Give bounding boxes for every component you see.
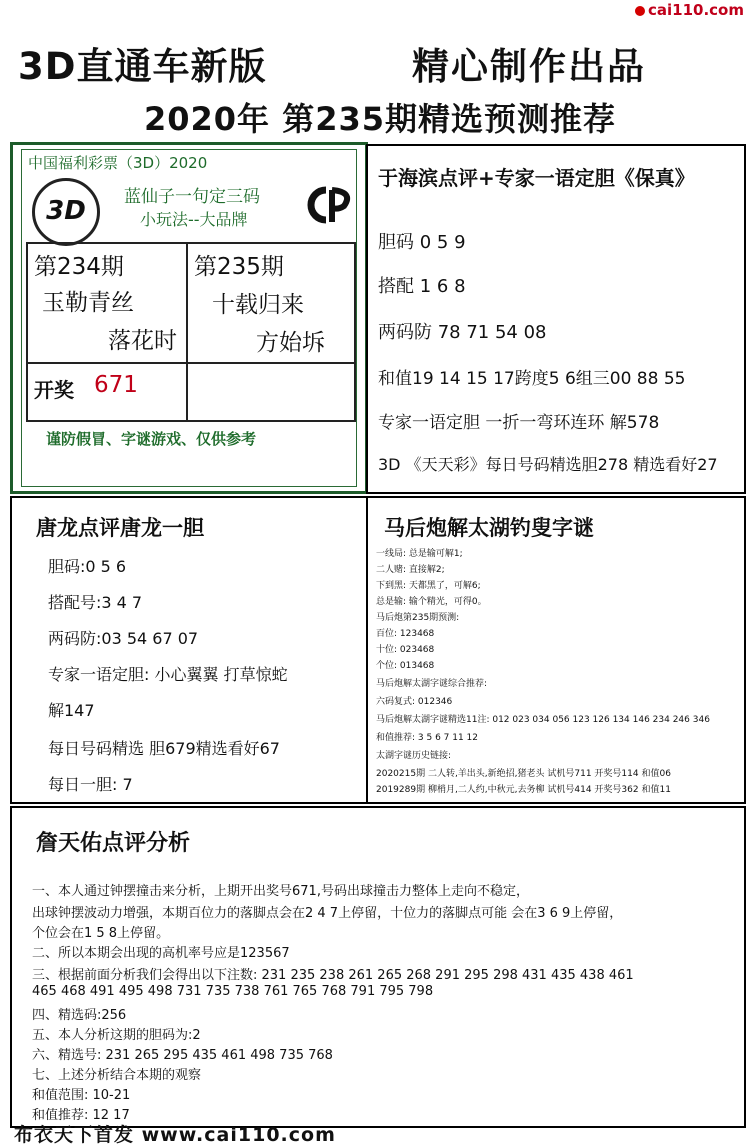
yuhaibin-line: 胆码 0 5 9 (378, 232, 466, 253)
mahoupao-line: 二人赌: 直接解2; (376, 565, 445, 575)
mahoupao-panel (366, 496, 746, 804)
mahoupao-line: 百位: 123468 (376, 629, 435, 639)
card-slogan-1: 蓝仙子一句定三码 (124, 187, 260, 207)
mahoupao-line: 十位: 023468 (376, 645, 435, 655)
card-inner (21, 149, 357, 487)
card-title: 中国福利彩票（3D）2020 (28, 154, 208, 172)
period-235-riddle-2: 方始坼 (256, 330, 325, 356)
mahoupao-line: 马后炮解太湖字谜精选11注: 012 023 034 056 123 126 134 146 234 246 346 (376, 715, 710, 725)
analysis-line: 七、上述分析结合本期的观察 (32, 1068, 202, 1083)
mahoupao-line: 太湖字谜历史链接: (376, 751, 452, 761)
mahoupao-line: 2020215期 二人转,羊出头,新绝招,猪老头 试机号711 开奖号114 和值06 (376, 769, 671, 779)
site-brand[interactable] (631, 0, 750, 20)
analysis-line: 和值范围: 10-21 (32, 1088, 131, 1103)
analysis-line: 二、所以本期会出现的高机率号应是123567 (32, 946, 290, 961)
tanglong-title: 唐龙点评唐龙一胆 (36, 516, 204, 540)
tanglong-line: 胆码:0 5 6 (48, 557, 127, 576)
mahoupao-line: 2019289期 柳梢月,二人约,中秋元,去务柳 试机号414 开奖号362 和值11 (376, 785, 671, 795)
analysis-line: 四、精选码:256 (32, 1008, 127, 1023)
yuhaibin-line: 3D 《天天彩》每日号码精选胆278 精选看好27 (378, 455, 718, 474)
mahoupao-line: 个位: 013468 (376, 661, 435, 671)
brand-dot-icon (635, 6, 645, 16)
analysis-line: 出球钟摆波动力增强，本期百位力的落脚点会在2 4 7上停留，十位力的落脚点可能 会在3 6 9上停留， (32, 906, 623, 921)
draw-value: 671 (94, 372, 138, 398)
mahoupao-line: 马后炮第235期预测: (376, 613, 460, 623)
card-notice: 谨防假冒、字谜游戏、仅供参考 (46, 430, 257, 448)
header-left: 3D直通车新版 (18, 45, 267, 88)
zhantianyou-title: 詹天佑点评分析 (36, 831, 191, 856)
analysis-line: 三、根据前面分析我们会得出以下注数: 231 235 238 261 265 268 291 295 298 431 435 438 461 (32, 968, 634, 983)
draw-label: 开奖 (34, 378, 74, 402)
period-235-riddle-1: 十载归来 (212, 292, 304, 318)
mahoupao-line: 总是输: 输个精光，可得0。 (376, 597, 487, 607)
tanglong-line: 搭配号:3 4 7 (48, 593, 143, 612)
grid-divider-v (186, 244, 188, 420)
page-title: 2020年 第235期精选预测推荐 (143, 100, 616, 138)
welfare-lottery-logo-icon (306, 184, 356, 226)
footer[interactable] (14, 1120, 336, 1147)
analysis-line: 个位会在1 5 8上停留。 (32, 926, 170, 941)
3d-logo-icon: 3D (32, 178, 100, 246)
zhantianyou-panel (10, 806, 746, 1128)
brand-text: cai110.com (648, 1, 744, 19)
footer-text: 布衣天下首发 www.cai110.com (14, 1124, 336, 1146)
yuhaibin-line: 两码防 78 71 54 08 (378, 322, 547, 343)
period-grid (26, 242, 356, 422)
period-234-riddle-2: 落花时 (108, 328, 177, 354)
tanglong-line: 每日一胆: 7 (48, 775, 133, 794)
tanglong-line: 两码防:03 54 67 07 (48, 629, 199, 648)
cp-logo-svg (306, 184, 356, 226)
yuhaibin-line: 专家一语定胆 一折一弯环连环 解578 (378, 413, 660, 433)
period-234-riddle-1: 玉勒青丝 (42, 290, 134, 316)
yuhaibin-line: 搭配 1 6 8 (378, 276, 466, 297)
tanglong-line: 解147 (48, 701, 95, 720)
analysis-line: 五、本人分析这期的胆码为:2 (32, 1028, 201, 1043)
grid-divider-h (28, 362, 354, 364)
analysis-line: 465 468 491 495 498 731 735 738 761 765 768 791 795 798 (32, 984, 434, 999)
tanglong-line: 专家一语定胆: 小心翼翼 打草惊蛇 (48, 665, 288, 684)
mahoupao-line: 六码复式: 012346 (376, 697, 453, 707)
mahoupao-line: 马后炮解太湖字谜综合推荐: (376, 679, 488, 689)
yuhaibin-panel (366, 144, 746, 494)
mahoupao-line: 和值推荐: 3 5 6 7 11 12 (376, 733, 479, 743)
mahoupao-line: 一线局: 总是输可解1; (376, 549, 463, 559)
yuhaibin-title: 于海滨点评+专家一语定胆《保真》 (378, 166, 695, 190)
yuhaibin-line: 和值19 14 15 17跨度5 6组三00 88 55 (378, 369, 686, 389)
lottery-card (10, 142, 368, 494)
tanglong-panel (10, 496, 368, 804)
mahoupao-title: 马后炮解太湖钓叟字谜 (384, 516, 594, 540)
period-234-label: 第234期 (34, 254, 124, 280)
analysis-line: 一、本人通过钟摆撞击来分析，上期开出奖号671,号码出球撞击力整体上走向不稳定， (32, 884, 529, 899)
analysis-line: 和值推荐: 12 17 (32, 1108, 130, 1123)
tanglong-line: 每日号码精选 胆679精选看好67 (48, 739, 280, 758)
header-right: 精心制作出品 (412, 45, 646, 88)
mahoupao-line: 下到黑: 天都黑了，可解6; (376, 581, 481, 591)
analysis-line: 六、精选号: 231 265 295 435 461 498 735 768 (32, 1048, 333, 1063)
card-slogan-2: 小玩法--大品牌 (140, 210, 248, 229)
period-235-label: 第235期 (194, 254, 284, 280)
